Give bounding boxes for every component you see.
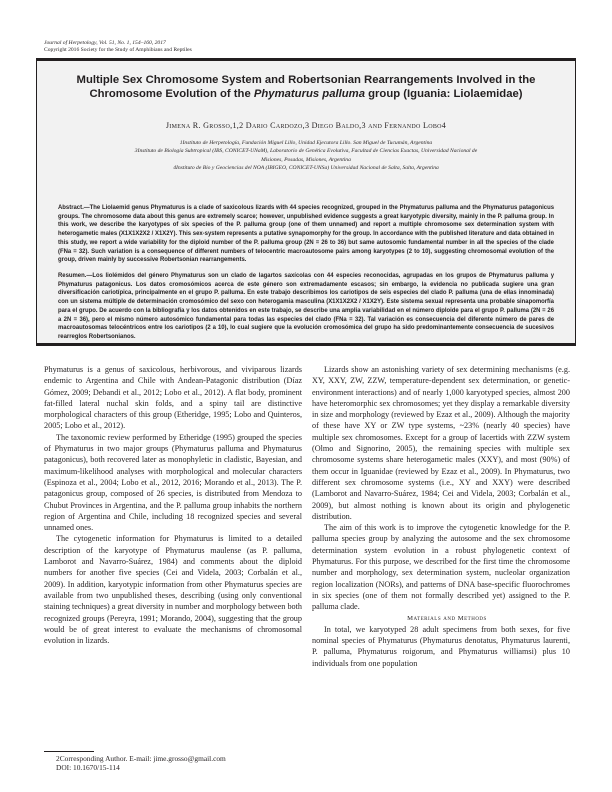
journal-citation: Journal of Herpetology, Vol. 51, No. 1, 154–160, 2017	[44, 40, 166, 46]
affiliation-4: 4Instituto de Bio y Geociencias del NOA (IBIGEO, CONICET-UNSa) Universidad Nacional de Salta, Salta, Argentina	[173, 164, 439, 171]
title-line-1: Multiple Sex Chromosome System and Robertsonian Rearrangements Involved in the	[76, 74, 536, 86]
right-column	[312, 364, 570, 669]
journal-copyright: Copyright 2016 Society for the Study of Amphibians and Reptiles	[44, 47, 192, 53]
title-line-2	[60, 87, 552, 101]
footnote-rule	[44, 751, 94, 752]
resumen-text: Resumen.—Los liolémidos del género Phymaturus son un clado de lagartos saxícolas con 44 especies reconocidas, agrupadas en los grupos de Phymaturus palluma y Phymaturus patagonicus. Los datos cromosómicos acerca de este género son extremadamente escasos; sin embargo, la evidencia no publicada sugiere una gran diversificación cariotípica, principalmente en el grupo P. palluma. En este trabajo describimos los cariotipos de seis especies del clado P. palluma (una de ellas innominada) con un sistema múltiple de determinación cromosómico del sexo con heterogamia masculina (X1X1X2X2 / X1X2Y). Este sistema sexual representa una probable sinapomorfía para el grupo. De acuerdo con la bibliografía y los datos obtenidos en este trabajo, se describe una amplia variabilidad en el número diploide para el grupo P. palluma (2N = 26 a 2N = 36), pero el mismo número autosómico fundamental para todas las especies del clado (FNa = 32). Tal variación es consecuencia del diferente número de pares de macroautosomas telocéntricos entre los cariotipos (2 a 10), lo cual sugiere que la evolución cromosómica del grupo ha sido predominantemente consecuencia de sucesivos rearreglos Robertsonianos.	[58, 273, 554, 340]
paragraph: In total, we karyotyped 28 adult specimens from both sexes, for five nominal species of Phymaturus (Phymaturus denotatus, Phymaturus laurenti, P. palluma, Phymaturus roigorum, and Phymaturus williamsi) plus 10 individuals from one population	[312, 624, 570, 668]
article-title	[60, 73, 552, 101]
paragraph: Lizards show an astonishing variety of sex determining mechanisms (e.g. XY, XXY, ZW, ZZW, temperature-dependent sex determination, or genetic-environment interactions) and of nearly 1,000 karyotyped species, almost 200 have heteromorphic sex chromosomes; yet they display a remarkable diversity in size and morphology (reviewed by Ezaz et al., 2009). Although the majority of these have XY or ZW type systems, ~23% (nearly 40 species) have multiple sex chromosomes. Except for a group of lacertids with ZZW system (Olmo and Signorino, 2005), the remaining species with multiple sex chromosome systems share heterogametic males (XXY), and most (90%) of them occur in Iguanidae (reviewed by Ezaz et al., 2009). In Phymaturus, two different sex chromosome systems (i.e., XY and XXY) were described (Lamborot and Navarro-Suárez, 1984; Cei and Videla, 2003; Corbalán et al., 2009), but almost nothing is known about its origin and phylogenetic distribution.	[312, 365, 570, 521]
paragraph: The taxonomic review performed by Etheridge (1995) grouped the species of Phymaturus in two major groups (Phymaturus palluma and Phymaturus patagonicus), both recovered later as monophyletic in cladistic, Bayesian, and maximum-likelihood analyses with morphological and molecular characters (Espinoza et al., 2004; Lobo et al., 2012, 2016; Morando et al., 2013). The P. patagonicus group, composed of 26 species, is distributed from Mendoza to Chubut Provinces in Argentina, and the P. palluma group inhabits the northern region of Argentina and Chile, including 18 recognized species and several unnamed ones.	[44, 432, 302, 533]
title-species: Phymaturus palluma	[253, 88, 365, 100]
abstract-text: Abstract.—The Liolaemid genus Phymaturus is a clade of saxicolous lizards with 44 species recognized, grouped in the Phymaturus palluma and the Phymaturus patagonicus groups. The chromosome data about this genus are extremely scarce; however, unpublished evidence suggests a great karyotypic diversity, mainly in the P. palluma group. In this work, we describe the karyotypes of six species of the P. palluma group (one of them unnamed) and report a multiple chromosome sex determination system with heterogametic males (X1X1X2X2 / X1X2Y). This sex-system represents a putative synapomorphy for the group. In accordance with the published literature and data obtained in this study, we report a wide variability for the diploid number of the P. palluma group (2N = 26 to 36) but same autosomic fundamental number in all the species of the clade (FNa = 32). Such variation is a consequence of different numbers of telocentric macroautosome pairs among karyotypes (2 to 10), suggesting chromosomal evolution of the group, driven mainly by successive Robertsonian rearrangements.	[58, 205, 554, 264]
author-list: Jimena R. Grosso,1,2 Dario Cardozo,3 Diego Baldo,3 and Fernando Lobo4	[165, 121, 447, 130]
paragraph: The aim of this work is to improve the cytogenetic knowledge for the P. palluma species group by analyzing the autosome and the sex chromosome determination system evolution in a robust phylogenetic context of Phymaturus. For this purpose, we described for the first time the chromosome number and morphology, sex determination system, nucleolar organization region localization (NORs), and patterns of DNA base-specific fluorochromes in six species (one of them not formally described yet) assigned to the P. palluma clade.	[312, 523, 570, 612]
footnote	[44, 754, 226, 772]
doi: DOI: 10.1670/15-114	[56, 763, 120, 772]
affiliation-3-cont: Misiones, Posadas, Misiones, Argentina	[261, 156, 351, 163]
paragraph: The cytogenetic information for Phymaturus is limited to a detailed description of the karyotype of Phymaturus maulense (as P. palluma, Lamborot and Navarro-Suárez, 1984) and comments about the diploid numbers for another five species (Cei and Videla, 2003; Corbalán et al., 2009). In addition, karyotypic information from other Phymaturus species are available from two unpublished theses, describing (using only conventional staining techniques) a great diversity in number and morphology between both recognized groups (Pereyra, 1991; Morando, 2004), suggesting that the group would be of great interest to evaluate the mechanisms of chromosomal evolution in lizards.	[44, 534, 302, 646]
title-line-2-pre: Chromosome Evolution of the	[89, 88, 254, 100]
affiliation-1: 1Instituto de Herpetología, Fundación Miguel Lillo, Unidad Ejecutora Lillo. San Miguel de Tucumán, Argentina	[179, 140, 433, 146]
corresponding-author: 2Corresponding Author. E-mail: jime.grosso@gmail.com	[56, 754, 226, 763]
left-column	[44, 364, 302, 646]
affiliation-3: 3Instituto de Biología Subtropical (IBS, CONICET-UNaM), Laboratorio de Genética Evolutiva, Facultad de Ciencias Exactas, Universidad Nacional de	[134, 148, 478, 155]
journal-header	[44, 40, 192, 54]
paragraph: Phymaturus is a genus of saxicolous, herbivorous, and viviparous lizards endemic to Argentina and Chile with Andean-Patagonic distribution (Díaz Gómez, 2009; Debandi et al., 2012; Lobo et al., 2012). A flat body, prominent fat-filled lateral nuchal skin folds, and a spiny tail are distinctive morphological characters of this group (Etheridge, 1995; Lobo and Quinteros, 2005; Lobo et al., 2012).	[44, 365, 302, 431]
title-line-2-post: group (Iguania: Liolaemidae)	[365, 88, 523, 100]
affiliations	[56, 139, 556, 172]
section-heading: Materials and Methods	[407, 614, 487, 622]
